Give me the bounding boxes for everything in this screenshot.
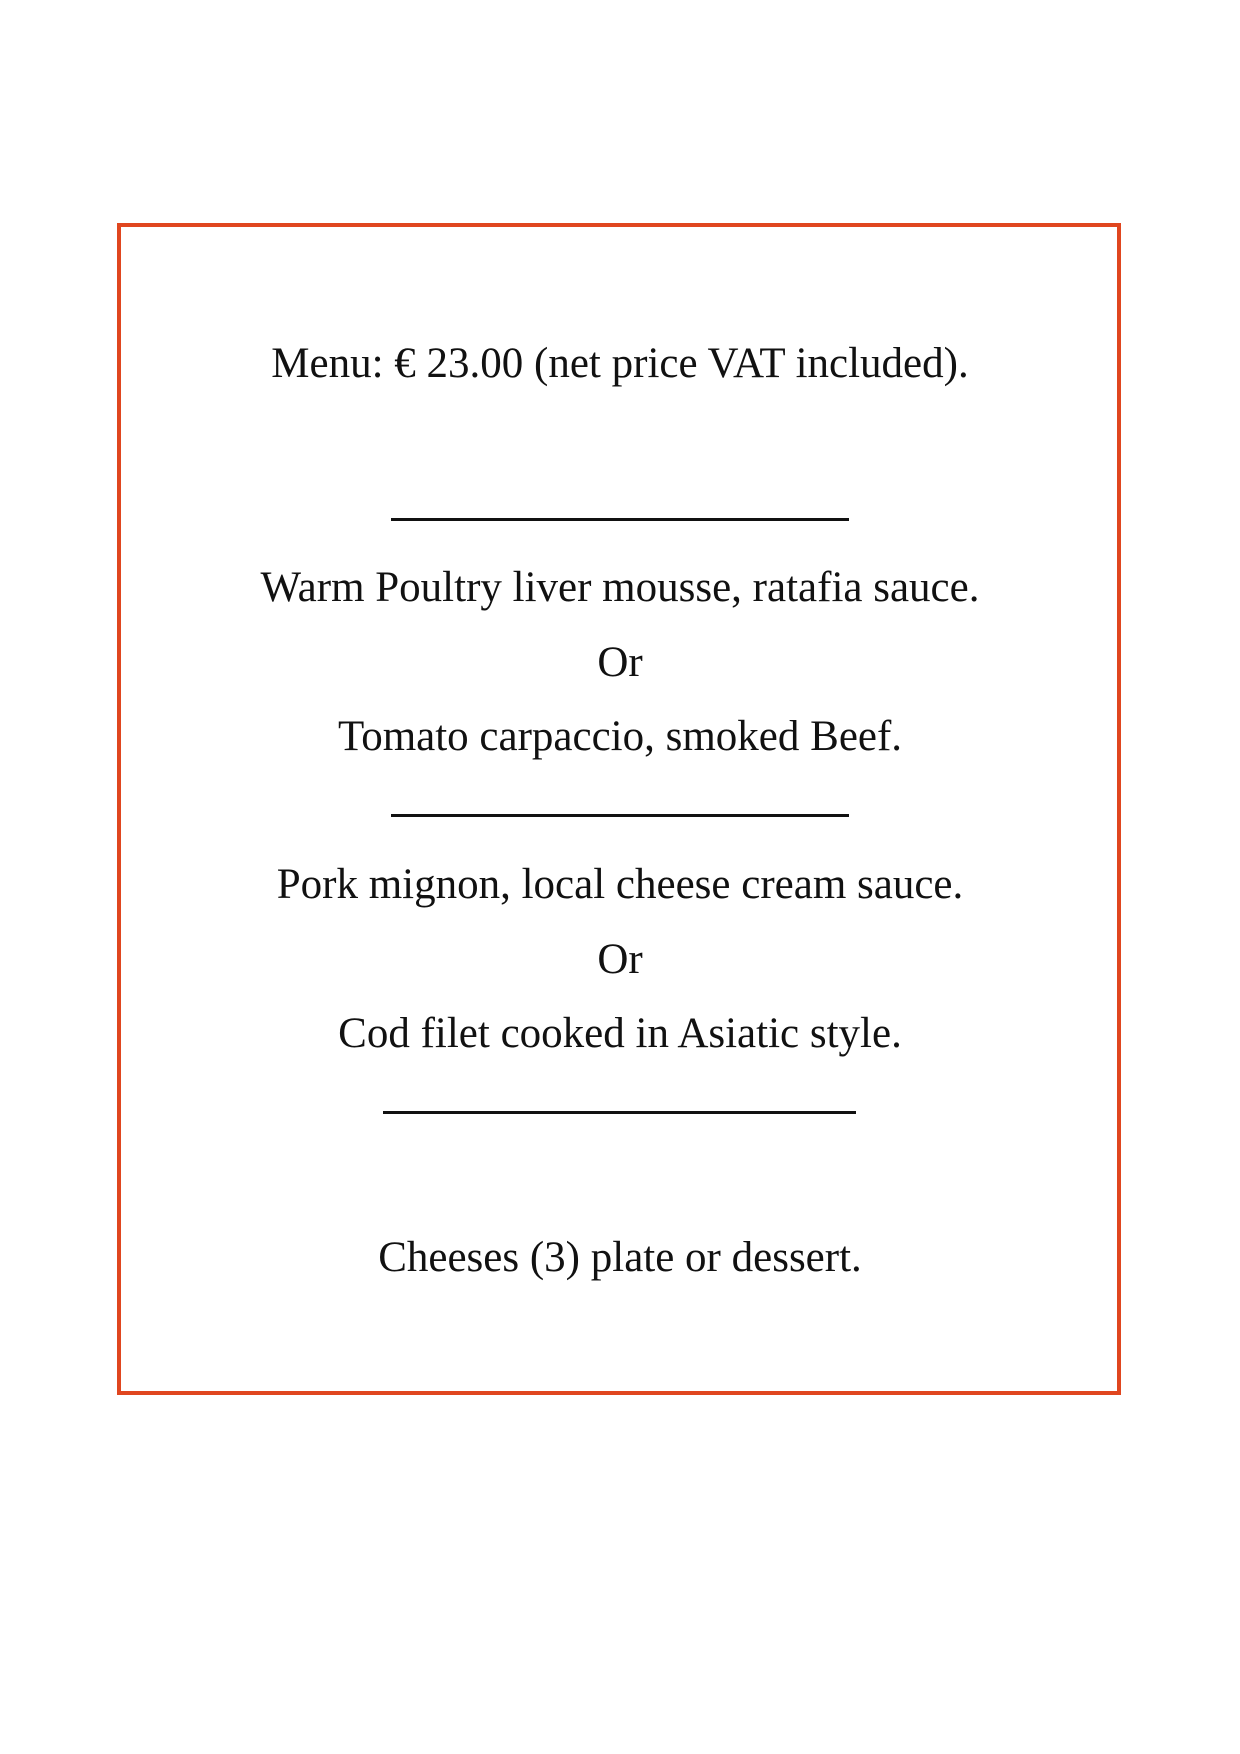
section-divider-2 xyxy=(391,814,849,817)
dessert-line: Cheeses (3) plate or dessert. xyxy=(378,1234,862,1281)
main-option-1: Pork mignon, local cheese cream sauce. xyxy=(276,861,964,908)
section-divider-1 xyxy=(391,518,849,521)
starter-option-2: Tomato carpaccio, smoked Beef. xyxy=(337,713,903,760)
menu-frame xyxy=(117,223,1121,1395)
section-divider-3 xyxy=(383,1111,856,1114)
main-option-2: Cod filet cooked in Asiatic style. xyxy=(338,1010,902,1057)
starter-option-1: Warm Poultry liver mousse, ratafia sauce. xyxy=(260,564,980,611)
menu-price-line: Menu: € 23.00 (net price VAT included). xyxy=(271,340,969,387)
or-separator-1: Or xyxy=(597,639,643,686)
or-separator-2: Or xyxy=(597,936,643,983)
